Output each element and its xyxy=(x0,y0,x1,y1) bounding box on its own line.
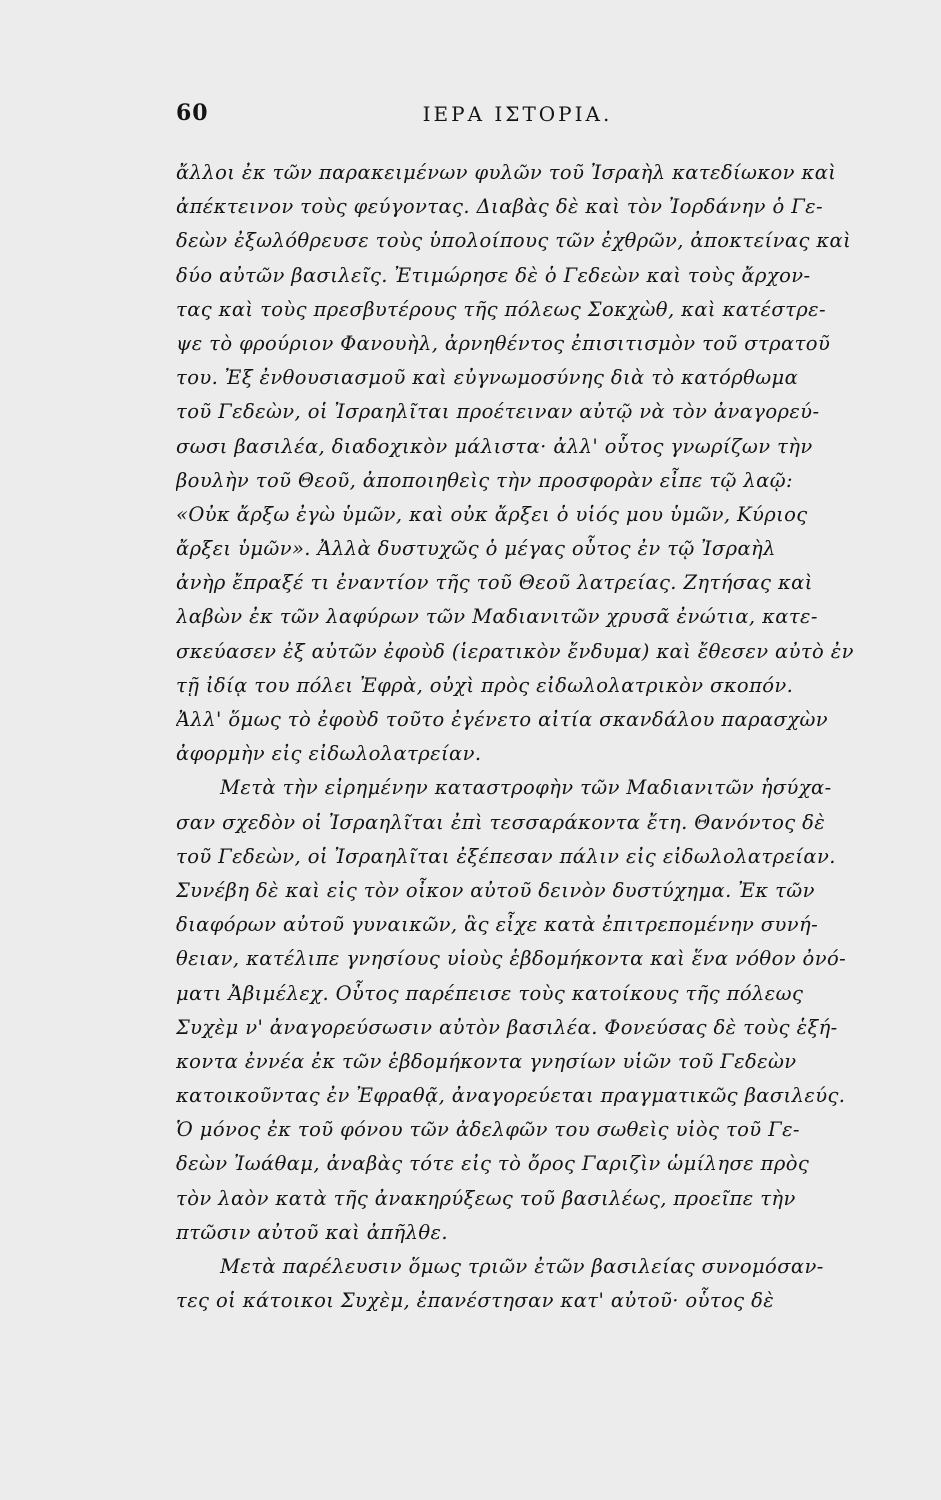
running-title: ΙΕΡΑ ΙΣΤΟΡΙΑ. xyxy=(422,102,613,126)
text-line: Ἀλλ' ὅμως τὸ ἐφοὺδ τοῦτο ἐγένετο αἰτία σκανδάλου παρασχὼν xyxy=(176,708,828,731)
text-line: ματι Ἀβιμέλεχ. Οὗτος παρέπεισε τοὺς κατοίκους τῆς πόλεως xyxy=(176,981,804,1005)
text-line: τὸν λαὸν κατὰ τῆς ἀνακηρύξεως τοῦ βασιλέως, προεῖπε τὴν xyxy=(176,1186,796,1210)
text-line: σαν σχεδὸν οἱ Ἰσραηλῖται ἐπὶ τεσσαράκοντα ἔτη. Θανόντος δὲ xyxy=(176,810,826,834)
text-line: τοῦ Γεδεὼν, οἱ Ἰσραηλῖται ἐξέπεσαν πάλιν εἰς εἰδωλολατρείαν. xyxy=(176,844,836,868)
text-line: ἄλλοι ἐκ τῶν παρακειμένων φυλῶν τοῦ Ἰσραὴλ κατεδίωκον καὶ xyxy=(176,161,837,184)
text-line: σκεύασεν ἐξ αὐτῶν ἐφοὺδ (ἱερατικὸν ἔνδυμα) καὶ ἔθεσεν αὐτὸ ἐν xyxy=(176,639,854,663)
text-line: δεὼν ἐξωλόθρευσε τοὺς ὑπολοίπους τῶν ἐχθρῶν, ἀποκτείνας καὶ xyxy=(176,229,852,253)
text-line: Συνέβη δὲ καὶ εἰς τὸν οἶκον αὐτοῦ δεινὸν δυστύχημα. Ἐκ τῶν xyxy=(176,878,815,902)
text-line: ἄρξει ὑμῶν». Ἀλλὰ δυστυχῶς ὁ μέγας οὗτος ἐν τῷ Ἰσραὴλ xyxy=(176,537,776,561)
text-line: τῇ ἰδίᾳ του πόλει Ἐφρὰ, οὐχὶ πρὸς εἰδωλολατρικὸν σκοπόν. xyxy=(176,673,794,697)
page-header xyxy=(176,100,859,140)
text-line: πτῶσιν αὐτοῦ καὶ ἀπῆλθε. xyxy=(176,1220,448,1244)
text-line: «Οὐκ ἄρξω ἐγὼ ὑμῶν, καὶ οὐκ ἄρξει ὁ υἱός μου ὑμῶν, Κύριος xyxy=(176,502,808,526)
text-line: σωσι βασιλέα, διαδοχικὸν μάλιστα· ἀλλ' οὗτος γνωρίζων τὴν xyxy=(176,434,813,458)
text-line: κατοικοῦντας ἐν Ἐφραθᾷ, ἀναγορεύεται πραγματικῶς βασιλεύς. xyxy=(176,1084,846,1108)
text-line: τες οἱ κάτοικοι Συχὲμ, ἐπανέστησαν κατ' αὐτοῦ· οὗτος δὲ xyxy=(176,1289,775,1313)
text-line: τοῦ Γεδεὼν, οἱ Ἰσραηλῖται προέτειναν αὐτῷ νὰ τὸν ἀναγορεύ- xyxy=(176,400,820,424)
text-line: βουλὴν τοῦ Θεοῦ, ἀποποιηθεὶς τὴν προσφορὰν εἶπε τῷ λαῷ: xyxy=(176,468,793,492)
text-line: διαφόρων αὐτοῦ γυναικῶν, ἃς εἶχε κατὰ ἐπιτρεπομένην συνή- xyxy=(176,913,819,937)
page-number: 60 xyxy=(176,100,209,126)
text-line: ψε τὸ φρούριον Φανουὴλ, ἀρνηθέντος ἐπισιτισμὸν τοῦ στρατοῦ xyxy=(176,331,831,355)
text-line: λαβὼν ἐκ τῶν λαφύρων τῶν Μαδιανιτῶν χρυσᾶ ἐνώτια, κατε- xyxy=(176,605,818,629)
text-line: του. Ἐξ ἐνθουσιασμοῦ καὶ εὐγνωμοσύνης διὰ τὸ κατόρθωμα xyxy=(176,366,799,390)
text-line: Ὁ μόνος ἐκ τοῦ φόνου τῶν ἀδελφῶν του σωθεὶς υἱὸς τοῦ Γε- xyxy=(176,1118,800,1142)
text-line: τας καὶ τοὺς πρεσβυτέρους τῆς πόλεως Σοκχὼθ, καὶ κατέστρε- xyxy=(176,297,826,321)
text-line: κοντα ἐννέα ἐκ τῶν ἑβδομήκοντα γνησίων υἱῶν τοῦ Γεδεὼν xyxy=(176,1049,797,1073)
text-line: ἀνὴρ ἔπραξέ τι ἐναντίον τῆς τοῦ Θεοῦ λατρείας. Ζητήσας καὶ xyxy=(176,571,813,595)
text-line: ἀπέκτεινον τοὺς φεύγοντας. Διαβὰς δὲ καὶ τὸν Ἰορδάνην ὁ Γε- xyxy=(176,195,823,219)
paragraph-start-line: Μετὰ παρέλευσιν ὅμως τριῶν ἐτῶν βασιλείας συνομόσαν- xyxy=(220,1255,824,1278)
text-line: ἀφορμὴν εἰς εἰδωλολατρείαν. xyxy=(176,742,482,766)
text-line: θειαν, κατέλιπε γνησίους υἱοὺς ἑβδομήκοντα καὶ ἕνα νόθον ὀνό- xyxy=(176,947,847,971)
text-line: δεὼν Ἰωάθαμ, ἀναβὰς τότε εἰς τὸ ὄρος Γαριζὶν ὡμίλησε πρὸς xyxy=(176,1152,810,1176)
text-line: Συχὲμ ν' ἀναγορεύσωσιν αὐτὸν βασιλέα. Φονεύσας δὲ τοὺς ἑξή- xyxy=(176,1015,838,1039)
body-text xyxy=(176,156,856,1318)
text-line: δύο αὐτῶν βασιλεῖς. Ἐτιμώρησε δὲ ὁ Γεδεὼν καὶ τοὺς ἄρχον- xyxy=(176,263,811,287)
paragraph-start-line: Μετὰ τὴν εἰρημένην καταστροφὴν τῶν Μαδιανιτῶν ἡσύχα- xyxy=(220,776,832,800)
